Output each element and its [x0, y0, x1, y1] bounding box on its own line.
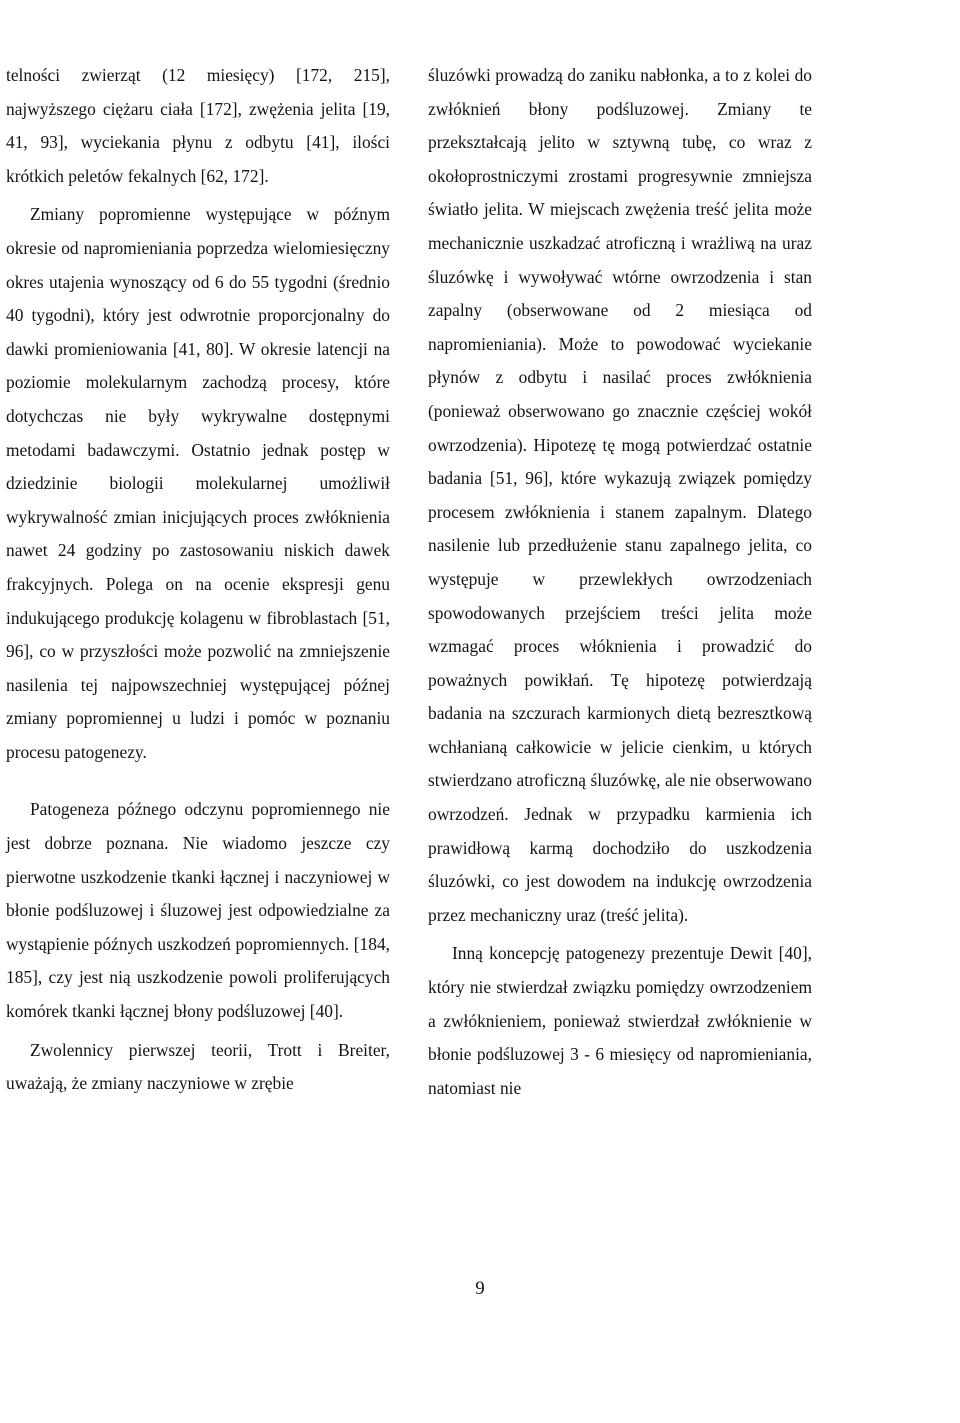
paragraph-first-theory: Zwolennicy pierwszej teorii, Trott i Breiter, uważają, że zmiany naczyniowe w zrębie — [6, 1039, 390, 1094]
paragraph-continued: telności zwierząt (12 miesięcy) [172, 215], najwyższego ciężaru ciała [172], zwężenia jelita [19, 41, 93], wyciekania płynu z odbytu [41], ilości krótkich peletów fekalnych [62, 172]. — [6, 65, 390, 186]
paragraph-dewit-concept: Inną koncepcję patogenezy prezentuje Dewit [40], który nie stwierdzał związku pomiędzy owrzodzeniem a zwłóknieniem, ponieważ stwierdzał zwłóknienie w błonie podśluzowej 3 - 6 miesięcy od napromieniania, natomiast nie — [428, 943, 812, 1098]
page-number: 9 — [475, 1278, 485, 1299]
paragraph-latency-period: Zmiany popromienne występujące w późnym okresie od napromieniania poprzedza wielomiesięczny okres utajenia wynoszący od 6 do 55 tygodni (średnio 40 tygodni), który jest odwrotnie proporcjonalny do dawki promieniowania [41, 80]. W okresie latencji na poziomie molekularnym zachodzą procesy, które dotychczas nie były wykrywalne dostępnymi metodami badawczymi. Ostatnio jednak postęp w dziedzinie biologii molekularnej umożliwił wykrywalność zmian inicjujących proces zwłóknienia nawet 24 godziny po zastosowaniu niskich dawek frakcyjnych. Polega on na ocenie ekspresji genu indukującego produkcję kolagenu w fibroblastach [51, 96], co w przyszłości może pozwolić na zmniejszenie nasilenia tej najpowszechniej występującej późnej zmiany popromiennej u ludzi i pomóc w poznaniu procesu patogenezy. — [6, 204, 390, 762]
paragraph-mucosa-atrophy: śluzówki prowadzą do zaniku nabłonka, a to z kolei do zwłóknień błony podśluzowej. Zmiany te przekształcają jelito w sztywną tubę, co wraz z okołoprostniczymi zrostami progresywnie zmniejsza światło jelita. W miejscach zwężenia treść jelita może mechanicznie uszkadzać atroficzną i wrażliwą na uraz śluzówkę i wywoływać wtórne owrzodzenia i stan zapalny (obserwowane od 2 miesiąca od napromieniania). Może to powodować wyciekanie płynów z odbytu i nasilać proces zwłóknienia (ponieważ obserwowano go znacznie częściej wokół owrzodzenia). Hipotezę tę mogą potwierdzać ostatnie badania [51, 96], które wykazują związek pomiędzy procesem zwłóknienia i stanem zapalnym. Dlatego nasilenie lub przedłużenie stanu zapalnego jelita, co występuje w przewlekłych owrzodzeniach spowodowanych przejściem treści jelita może wzmagać proces włóknienia i prowadzić do poważnych powikłań. Tę hipotezę potwierdzają badania na szczurach karmionych dietą bezresztkową wchłanianą całkowicie w jelicie cienkim, u których stwierdzano atroficzną śluzówkę, ale nie obserwowano owrzodzeń. Jednak w przypadku karmienia ich prawidłową karmą dochodziło do uszkodzenia śluzówki, co jest dowodem na indukcję owrzodzenia przez mechaniczny uraz (treść jelita). — [428, 65, 812, 925]
left-column — [6, 59, 390, 1101]
paragraph-pathogenesis: Patogeneza późnego odczynu popromiennego nie jest dobrze poznana. Nie wiadomo jeszcze czy pierwotne uszkodzenie tkanki łącznej i naczyniowej w błonie podśluzowej i śluzowej jest odpowiedzialne za wystąpienie późnych uszkodzeń popromiennych. [184, 185], czy jest nią uszkodzenie powoli proliferujących komórek tkanki łącznej błony podśluzowej [40]. — [6, 799, 390, 1022]
right-column — [428, 59, 812, 1105]
